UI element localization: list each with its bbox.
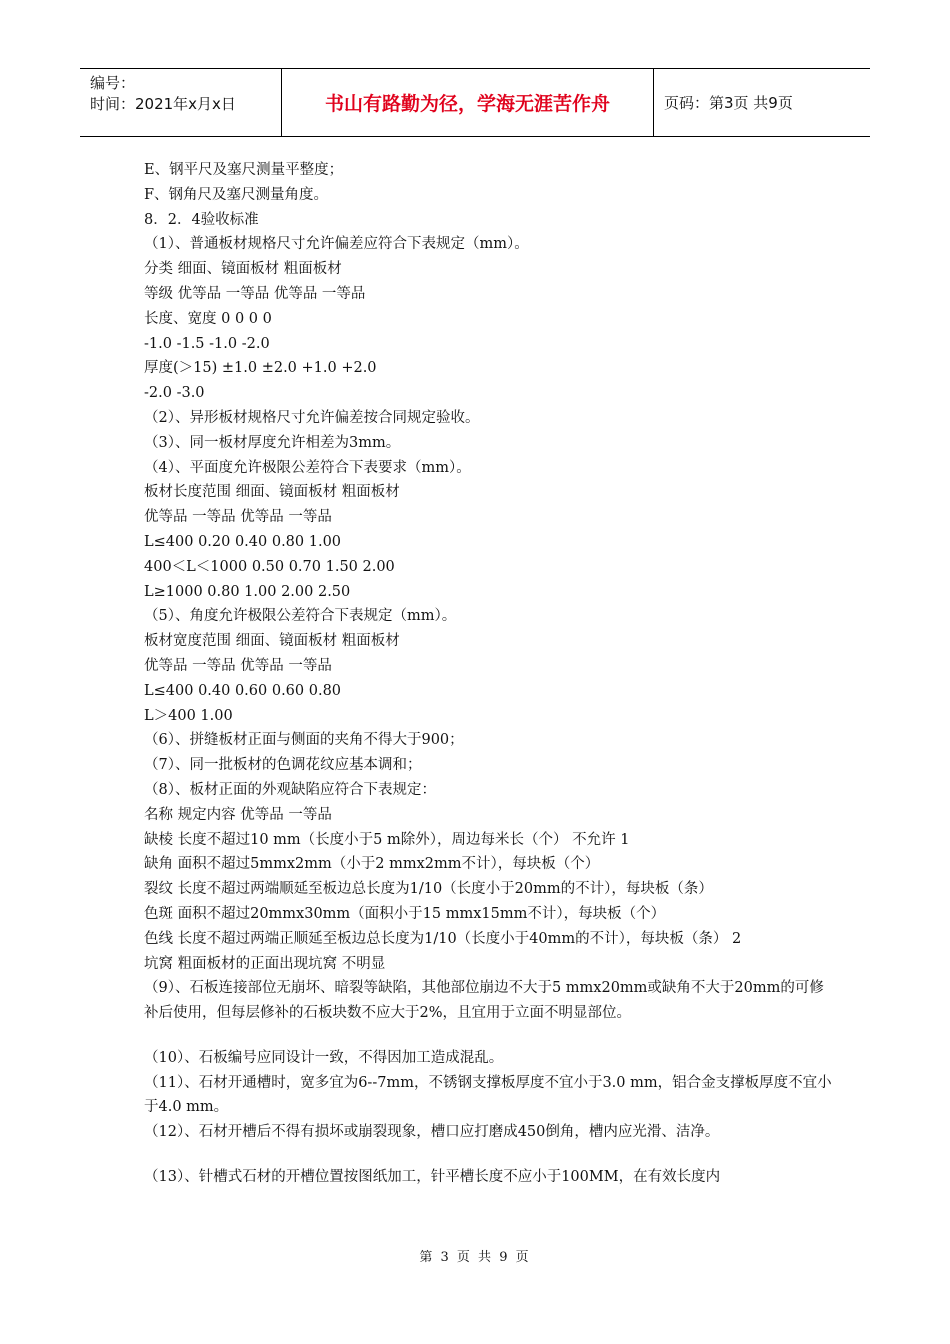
header-page-info: 页码：第3页 共9页 — [664, 94, 793, 112]
text-line: （12）、石材开槽后不得有损坏或崩裂现象，槽口应打磨成450倒角，槽内应光滑、洁净。 — [144, 1124, 720, 1141]
table-line: 色斑 面积不超过20mmx30mm（面积小于15 mmx15mm不计），每块板（个） — [144, 905, 666, 922]
text-line: （5）、角度允许极限公差符合下表规定（mm）。 — [144, 608, 457, 625]
table-line: 分类 细面、镜面板材 粗面板材 — [144, 261, 342, 278]
header-motto: 书山有路勤为径，学海无涯苦作舟 — [282, 69, 654, 136]
document-body — [144, 158, 834, 1190]
table-line: 优等品 一等品 优等品 一等品 — [144, 509, 332, 526]
table-line: 裂纹 长度不超过两端顺延至板边总长度为1/10（长度小于20mm的不计），每块板（条） — [144, 881, 713, 898]
table-line: -2.0 -3.0 — [144, 385, 205, 402]
table-line: 缺角 面积不超过5mmx2mm（小于2 mmx2mm不计），每块板（个） — [144, 856, 600, 873]
text-line: （8）、板材正面的外观缺陷应符合下表规定： — [144, 781, 436, 798]
text-line: （10）、石板编号应同设计一致，不得因加工造成混乱。 — [144, 1049, 504, 1066]
text-line: （1）、普通板材规格尺寸允许偏差应符合下表规定（mm）。 — [144, 236, 529, 253]
table-line: 名称 规定内容 优等品 一等品 — [144, 806, 332, 823]
text-line: （4）、平面度允许极限公差符合下表要求（mm）。 — [144, 459, 471, 476]
table-line: L≤400 0.40 0.60 0.60 0.80 — [144, 682, 342, 699]
table-line: 等级 优等品 一等品 优等品 一等品 — [144, 285, 366, 302]
text-line: E、钢平尺及塞尺测量平整度； — [144, 162, 344, 178]
table-line: 厚度(＞15) ±1.0 ±2.0 +1.0 +2.0 — [144, 360, 377, 377]
page-footer: 第 3 页 共 9 页 — [419, 1250, 531, 1265]
text-line: （3）、同一板材厚度允许相差为3mm。 — [144, 434, 401, 451]
text-line: （2）、异形板材规格尺寸允许偏差按合同规定验收。 — [144, 409, 480, 426]
text-line: （13）、针槽式石材的开槽位置按图纸加工，针平槽长度不应小于100MM，在有效长度内 — [144, 1169, 721, 1186]
table-line: L＞400 1.00 — [144, 707, 233, 724]
table-line: 板材宽度范围 细面、镜面板材 粗面板材 — [144, 633, 400, 650]
table-line: 坑窝 粗面板材的正面出现坑窝 不明显 — [144, 955, 386, 972]
table-line: 缺棱 长度不超过10 mm（长度小于5 m除外），周边每米长（个） 不允许 1 — [144, 831, 630, 848]
page-header — [80, 68, 870, 137]
text-line: （7）、同一批板材的色调花纹应基本调和； — [144, 757, 422, 774]
paragraph: （9）、石板连接部位无崩坏、暗裂等缺陷，其他部位崩边不大于5 mmx20mm或缺角不大于20mm的可修补后使用，但每层修补的石板块数不应大于2%，且宜用于立面不明显部位。 — [144, 980, 824, 1022]
paragraph-gap — [144, 1145, 834, 1165]
table-line: 板材长度范围 细面、镜面板材 粗面板材 — [144, 484, 400, 501]
header-meta — [80, 69, 282, 136]
time-label: 时间：2021年x月x日 — [90, 95, 236, 113]
table-line: 400＜L＜1000 0.50 0.70 1.50 2.00 — [144, 558, 395, 575]
table-line: L≤400 0.20 0.40 0.80 1.00 — [144, 533, 342, 550]
table-line: 色线 长度不超过两端正顺延至板边总长度为1/10（长度小于40mm的不计），每块板（条） 2 — [144, 930, 742, 947]
table-line: L≥1000 0.80 1.00 2.00 2.50 — [144, 583, 351, 600]
serial-label: 编号： — [90, 74, 136, 92]
paragraph-gap — [144, 1026, 834, 1046]
table-line: 长度、宽度 0 0 0 0 — [144, 310, 272, 327]
table-line: -1.0 -1.5 -1.0 -2.0 — [144, 335, 270, 352]
paragraph: （11）、石材开通槽时，宽多宜为6--7mm，不锈钢支撑板厚度不宜小于3.0 mm，铝合金支撑板厚度不宜小于4.0 mm。 — [144, 1074, 832, 1116]
text-line: （6）、拼缝板材正面与侧面的夹角不得大于900； — [144, 732, 464, 749]
text-line: F、钢角尺及塞尺测量角度。 — [144, 186, 329, 203]
section-heading: 8．2．4验收标准 — [144, 211, 259, 228]
table-line: 优等品 一等品 优等品 一等品 — [144, 657, 332, 674]
